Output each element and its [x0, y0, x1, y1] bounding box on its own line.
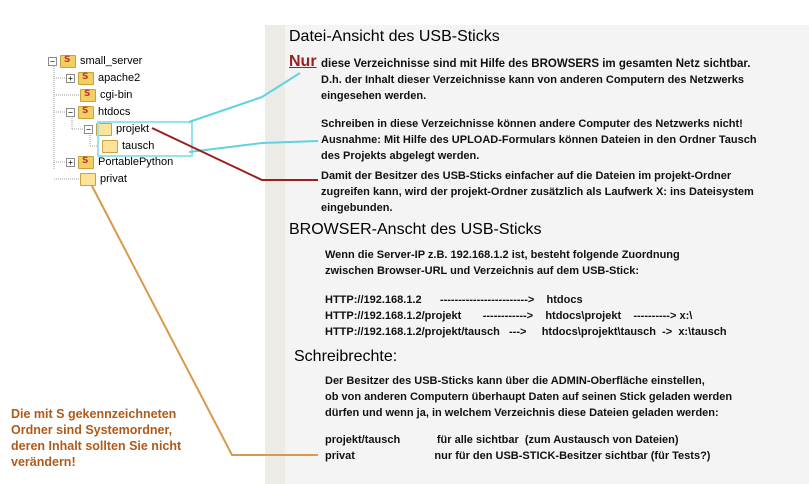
paragraph-2: Schreiben in diese Verzeichnisse können andere Computer des Netzwerks nicht! Ausnahme: Mit Hilfe des UPLOAD-Formulars können Dateien in den Ordner Tausch des Projekts abgelegt werden. — [321, 118, 757, 162]
tree-label: apache2 — [98, 72, 141, 84]
collapse-icon[interactable]: − — [66, 108, 75, 117]
tree-label: projekt — [116, 123, 150, 135]
tree-label: htdocs — [98, 106, 131, 118]
paragraph-1-rest: D.h. der Inhalt dieser Verzeichnisse kann von anderen Computern des Netzwerks eingesehen werden. — [321, 74, 745, 102]
expand-icon[interactable]: + — [66, 74, 75, 83]
tree-label: PortablePython — [98, 156, 174, 168]
tree-label: small_server — [80, 55, 143, 67]
cyan-connector-1b — [262, 73, 300, 97]
rights-list: projekt/tausch für alle sichtbar (zum Austausch von Dateien) privat nur für den USB-STICK-Besitzer sichtbar (für Tests?) — [325, 434, 711, 462]
rights-intro: Der Besitzer des USB-Sticks kann über die ADMIN-Oberfläche einstellen, ob von anderen Computern überhaupt Daten auf seinen Stick geladen werden dürfen und wenn ja, in welchem Verzeichnis diese Dateien geladen werden: — [325, 375, 733, 419]
collapse-icon[interactable]: − — [48, 57, 57, 66]
tree-label: privat — [100, 173, 127, 185]
browser-intro: Wenn die Server-IP z.B. 192.168.1.2 ist, besteht folgende Zuordnung zwischen Browser-URL und Verzeichnis auf dem USB-Stick: — [325, 249, 680, 277]
page-title: Datei-Ansicht des USB-Sticks — [289, 28, 500, 45]
tree-label: cgi-bin — [100, 89, 133, 101]
cyan-connector-2b — [262, 141, 318, 143]
cyan-connector-1 — [189, 97, 262, 122]
expand-icon[interactable]: + — [66, 158, 75, 167]
red-connector — [152, 128, 318, 180]
url-mapping: HTTP://192.168.1.2 ------------------------> htdocs HTTP://192.168.1.2/projekt ------------> htdocs\projekt ----------> x:\ HTTP://192.168.1.2/projekt/tausch ---> htdocs\projekt\tausch -> x:\tausch — [325, 294, 727, 338]
browser-section-title: BROWSER-Anscht des USB-Sticks — [289, 221, 542, 238]
paragraph-3: Damit der Besitzer des USB-Sticks einfacher auf die Dateien im projekt-Ordner zugreifen kann, wird der projekt-Ordner zusätzlich als Laufwerk X: ins Dateisystem eingebunden. — [321, 170, 754, 214]
collapse-icon[interactable]: − — [84, 125, 93, 134]
paragraph-1-line1: diese Verzeichnisse sind mit Hilfe des BROWSERS im gesamten Netz sichtbar. — [321, 58, 751, 70]
tree-label: tausch — [122, 140, 155, 152]
rights-section-title: Schreibrechte: — [294, 348, 398, 365]
nur-label: Nur — [289, 53, 317, 70]
system-folder-note: Die mit S gekennzeichneten Ordner sind Systemordner, deren Inhalt sollten Sie nicht verändern! — [11, 407, 182, 469]
